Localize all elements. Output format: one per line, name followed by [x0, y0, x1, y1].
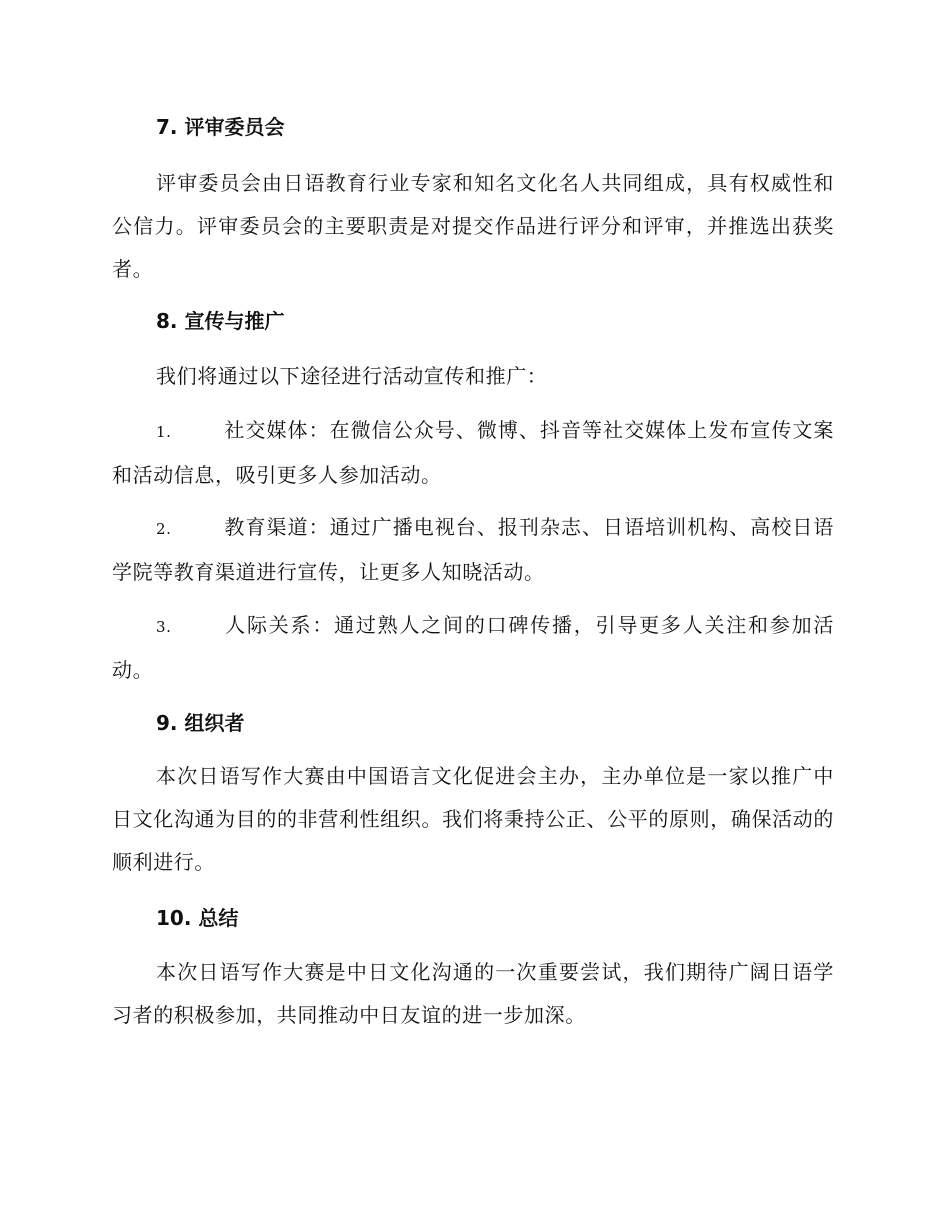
section-9-body: 本次日语写作大赛由中国语言文化促进会主办，主办单位是一家以推广中日文化沟通为目的的非营利性组织。我们将秉持公正、公平的原则，确保活动的顺利进行。	[112, 764, 834, 874]
list-item-text: 社交媒体：在微信公众号、微博、抖音等社交媒体上发布宣传文案和活动信息，吸引更多人参加活动。	[112, 418, 834, 487]
list-item-number: 2.	[156, 520, 172, 538]
list-item-text: 人际关系：通过熟人之间的口碑传播，引导更多人关注和参加活动。	[112, 613, 834, 682]
section-7-heading: 7. 评审委员会	[156, 115, 285, 139]
list-item	[112, 506, 834, 594]
list-item-text: 教育渠道：通过广播电视台、报刊杂志、日语培训机构、高校日语学院等教育渠道进行宣传，让更多人知晓活动。	[112, 515, 834, 584]
list-item	[112, 604, 834, 692]
list-item	[112, 409, 834, 497]
list-item-number: 3.	[156, 618, 172, 636]
section-10-body: 本次日语写作大赛是中日文化沟通的一次重要尝试，我们期待广阔日语学习者的积极参加，共同推动中日友谊的进一步加深。	[112, 960, 834, 1027]
section-10-heading: 10. 总结	[156, 906, 239, 930]
section-8-intro: 我们将通过以下途径进行活动宣传和推广：	[156, 364, 548, 388]
section-9-heading: 9. 组织者	[156, 711, 245, 735]
section-8-heading: 8. 宣传与推广	[156, 309, 285, 333]
list-item-number: 1.	[156, 423, 172, 441]
section-7-body: 评审委员会由日语教育行业专家和知名文化名人共同组成，具有权威性和公信力。评审委员会的主要职责是对提交作品进行评分和评审，并推选出获奖者。	[112, 171, 834, 281]
